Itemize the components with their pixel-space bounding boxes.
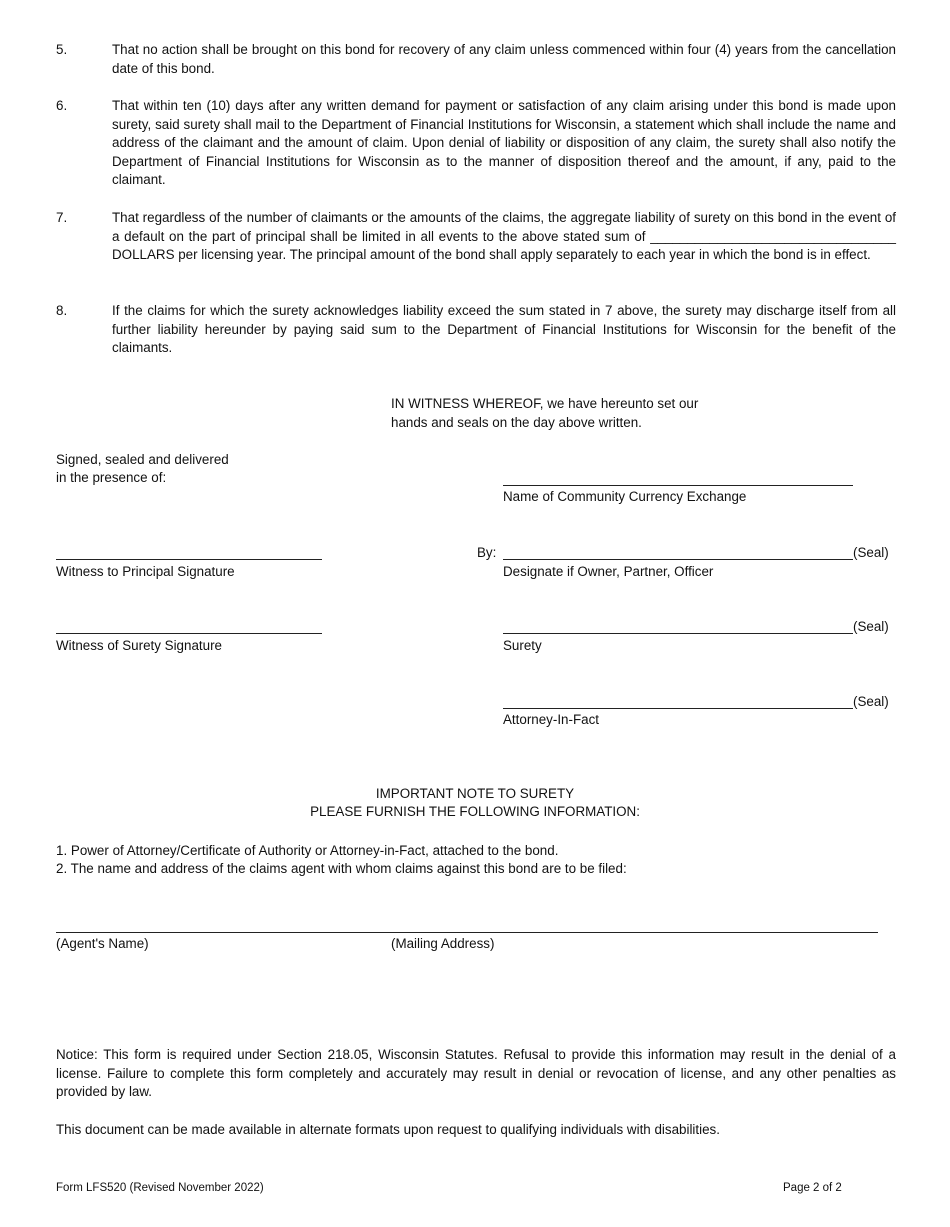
by-label: By:: [477, 545, 497, 560]
seal-label-attorney: (Seal): [853, 694, 889, 709]
clause-7-text: [112, 209, 896, 265]
clause-7-text-after: DOLLARS per licensing year. The principal amount of the bond shall apply separately to each year in which the bond is in effect.: [112, 247, 871, 263]
clause-5-number: 5.: [56, 42, 68, 57]
signed-sealed-line1: Signed, sealed and delivered: [56, 452, 229, 467]
clause-6-text: That within ten (10) days after any written demand for payment or satisfaction of any claim arising under this bond is made upon surety, said surety shall mail to the Department of Financial Institutions for Wisconsin, a statement which shall include the name and address of the claimant and the amount of claim. Upon denial of liability or disposition of any claim, the surety shall also notify the Department of Financial Institutions for Wisconsin as to the manner of disposition thereof and the amount, if any, paid to the claimant.: [112, 98, 896, 188]
witness-surety-label: Witness of Surety Signature: [56, 638, 222, 653]
surety-label: Surety: [503, 638, 542, 653]
clause-7-text-before: That regardless of the number of claimants or the amounts of the claims, the aggregate liability of surety on this bond in the event of a default on the part of principal shall be limited in all events to the above stated sum of: [112, 210, 896, 244]
seal-label-surety: (Seal): [853, 619, 889, 634]
attorney-signature-line[interactable]: [503, 708, 853, 709]
important-item-2: 2. The name and address of the claims agent with whom claims against this bond are to be filed:: [56, 861, 627, 876]
sum-blank-field[interactable]: _________________________________: [650, 228, 896, 244]
alternate-formats-note: This document can be made available in alternate formats upon request to qualifying individuals with disabilities.: [56, 1122, 720, 1137]
witness-surety-signature-line[interactable]: [56, 633, 322, 634]
exchange-name-label: Name of Community Currency Exchange: [503, 489, 747, 504]
claims-agent-entry-line[interactable]: [56, 932, 878, 933]
witness-principal-label: Witness to Principal Signature: [56, 564, 235, 579]
clause-8-number: 8.: [56, 303, 68, 318]
clause-7-number: 7.: [56, 210, 68, 225]
seal-label-principal: (Seal): [853, 545, 889, 560]
witness-statement-line2: hands and seals on the day above written.: [391, 415, 642, 430]
exchange-name-signature-line[interactable]: [503, 485, 853, 486]
agent-name-label: (Agent's Name): [56, 936, 149, 951]
designate-label: Designate if Owner, Partner, Officer: [503, 564, 714, 579]
important-note-subtitle: PLEASE FURNISH THE FOLLOWING INFORMATION:: [310, 804, 640, 819]
attorney-label: Attorney-In-Fact: [503, 712, 599, 727]
legal-notice: Notice: This form is required under Section 218.05, Wisconsin Statutes. Refusal to provide this information may result in the denial of a license. Failure to complete this form completely and accurately may result in denial or revocation of license, and any other penalties as provided by law.: [56, 1047, 896, 1100]
clause-8-text: If the claims for which the surety acknowledges liability exceed the sum stated in 7 above, the surety may discharge itself from all further liability hereunder by paying said sum to the Department of Financial Institutions for Wisconsin for the benefit of the claimants.: [112, 303, 896, 356]
clause-5-text: That no action shall be brought on this bond for recovery of any claim unless commenced within four (4) years from the cancellation date of this bond.: [112, 42, 896, 76]
mailing-address-label: (Mailing Address): [391, 936, 495, 951]
important-item-1: 1. Power of Attorney/Certificate of Authority or Attorney-in-Fact, attached to the bond.: [56, 843, 559, 858]
signed-sealed-line2: in the presence of:: [56, 470, 167, 485]
clause-6-number: 6.: [56, 98, 68, 113]
principal-signature-line[interactable]: [503, 559, 853, 560]
form-id-footer: Form LFS520 (Revised November 2022): [56, 1182, 264, 1194]
surety-signature-line[interactable]: [503, 633, 853, 634]
important-note-title: IMPORTANT NOTE TO SURETY: [375, 786, 575, 801]
page-number-footer: Page 2 of 2: [783, 1182, 842, 1194]
witness-statement-line1: IN WITNESS WHEREOF, we have hereunto set our: [391, 396, 699, 411]
witness-principal-signature-line[interactable]: [56, 559, 322, 560]
